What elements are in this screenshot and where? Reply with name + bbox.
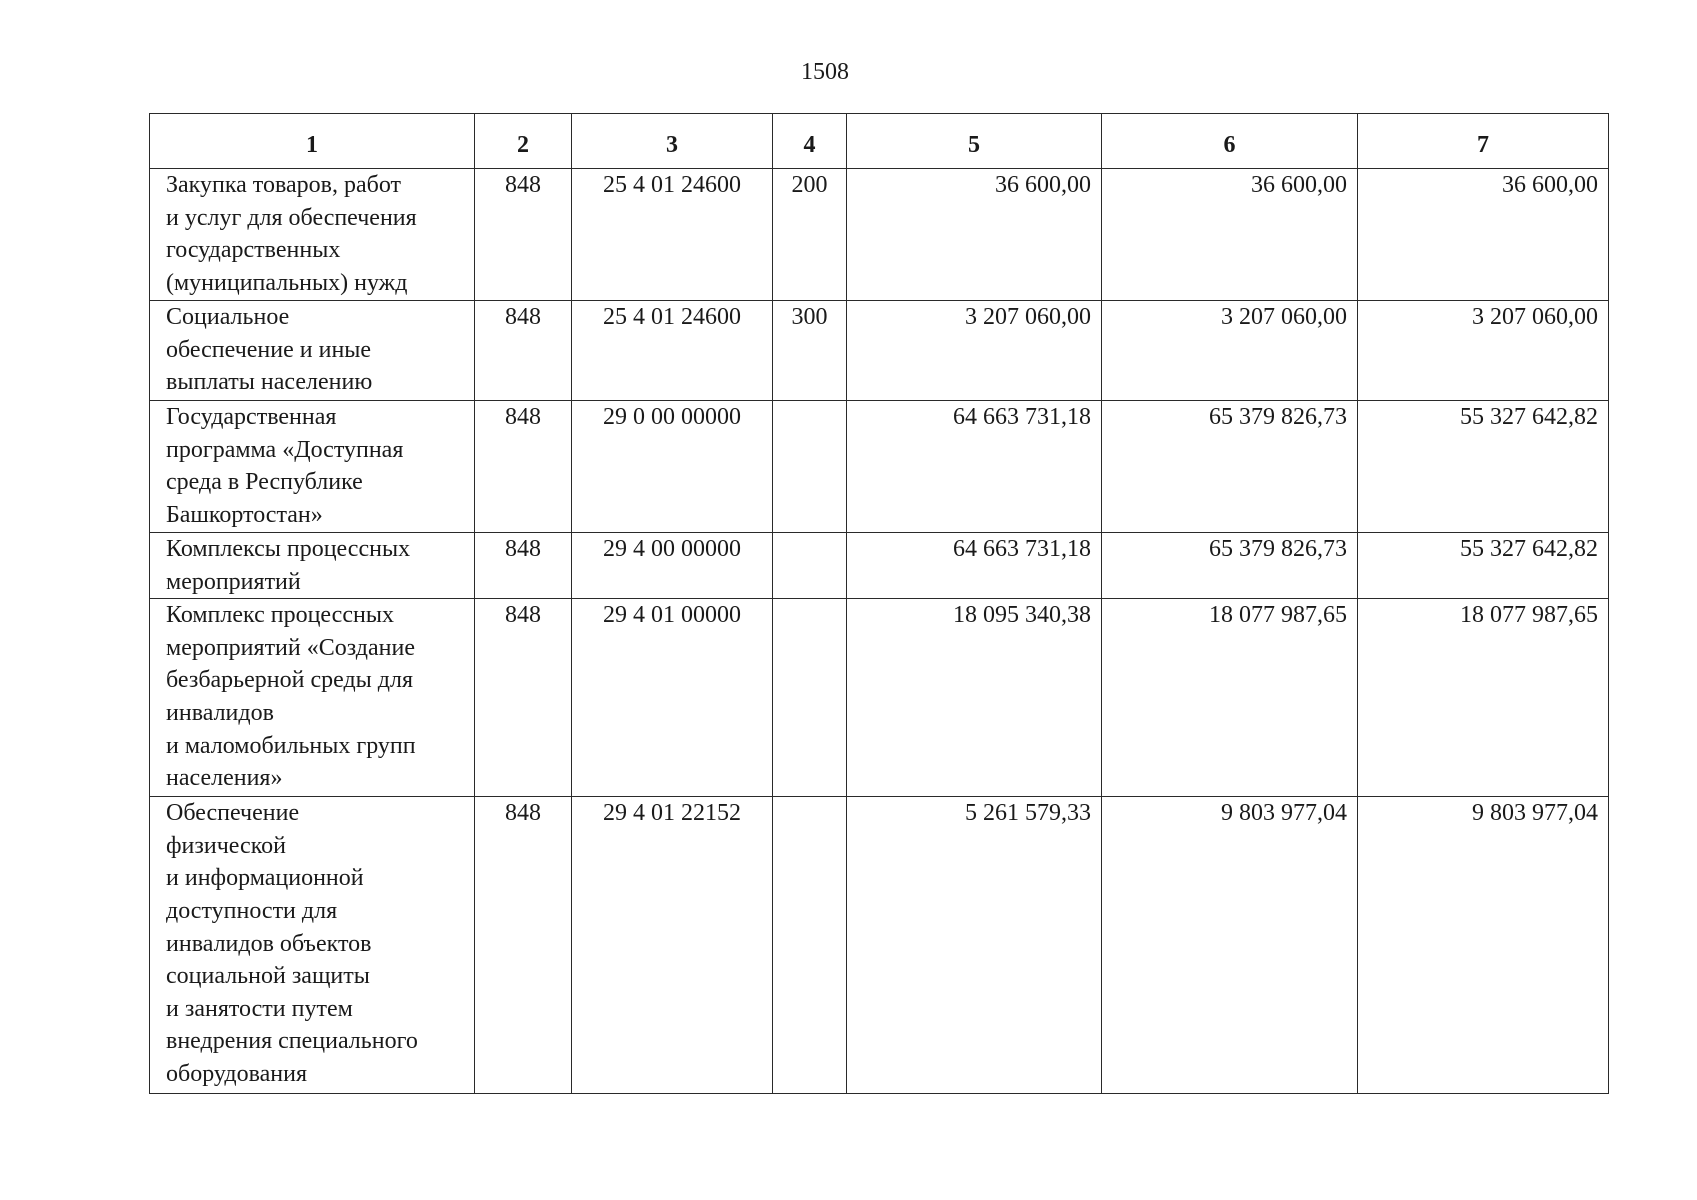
- row-target-code: 25 4 01 24600: [572, 169, 773, 301]
- row-target-code: 29 4 01 22152: [572, 797, 773, 1094]
- row-name-line: Обеспечение: [166, 800, 300, 827]
- row-value-7: 55 327 642,82: [1358, 401, 1609, 533]
- row-name-line: среда в Республике: [166, 469, 363, 496]
- column-header-1: 1: [150, 114, 475, 169]
- row-name-line: физической: [166, 832, 286, 859]
- row-value-7: 3 207 060,00: [1358, 301, 1609, 401]
- row-name-line: и услуг для обеспечения: [166, 204, 417, 231]
- row-type-code: [773, 533, 847, 599]
- row-value-5: 18 095 340,38: [847, 599, 1102, 797]
- row-type-code: [773, 599, 847, 797]
- row-name: [150, 797, 475, 1094]
- row-type-code: 300: [773, 301, 847, 401]
- row-type-code: [773, 797, 847, 1094]
- row-value-7: 36 600,00: [1358, 169, 1609, 301]
- column-header-7: 7: [1358, 114, 1609, 169]
- row-name: [150, 533, 475, 599]
- row-value-6: 3 207 060,00: [1102, 301, 1358, 401]
- row-value-6: 9 803 977,04: [1102, 797, 1358, 1094]
- row-code: 848: [475, 599, 572, 797]
- row-value-6: 65 379 826,73: [1102, 533, 1358, 599]
- row-value-6: 65 379 826,73: [1102, 401, 1358, 533]
- row-name: [150, 599, 475, 797]
- row-value-5: 64 663 731,18: [847, 533, 1102, 599]
- row-value-7: 55 327 642,82: [1358, 533, 1609, 599]
- row-name-line: мероприятий: [166, 568, 301, 595]
- table-row: [150, 169, 1609, 301]
- row-name-line: инвалидов объектов: [166, 930, 372, 957]
- row-type-code: 200: [773, 169, 847, 301]
- row-name: [150, 301, 475, 401]
- row-name-line: Государственная: [166, 404, 337, 430]
- table-row: [150, 797, 1609, 1094]
- row-code: 848: [475, 533, 572, 599]
- column-header-4: 4: [773, 114, 847, 169]
- row-value-5: 3 207 060,00: [847, 301, 1102, 401]
- row-name-line: и занятости путем: [166, 995, 353, 1022]
- row-name-line: и информационной: [166, 865, 364, 892]
- row-value-5: 64 663 731,18: [847, 401, 1102, 533]
- row-name-line: социальной защиты: [166, 963, 370, 990]
- column-header-6: 6: [1102, 114, 1358, 169]
- row-name-line: доступности для: [166, 897, 338, 924]
- table-row: [150, 301, 1609, 401]
- row-name-line: внедрения специального: [166, 1028, 418, 1055]
- row-target-code: 29 4 00 00000: [572, 533, 773, 599]
- row-target-code: 29 4 01 00000: [572, 599, 773, 797]
- row-value-5: 36 600,00: [847, 169, 1102, 301]
- row-target-code: 25 4 01 24600: [572, 301, 773, 401]
- row-code: 848: [475, 169, 572, 301]
- row-name-line: мероприятий «Создание: [166, 634, 415, 661]
- column-header-5: 5: [847, 114, 1102, 169]
- row-code: 848: [475, 301, 572, 401]
- row-name-line: программа «Доступная: [166, 436, 404, 463]
- row-name-line: безбарьерной среды для: [166, 667, 414, 694]
- column-header-3: 3: [572, 114, 773, 169]
- row-name-line: выплаты населению: [166, 369, 373, 396]
- table-row: [150, 533, 1609, 599]
- row-name-line: Закупка товаров, работ: [166, 172, 401, 198]
- row-name-line: обеспечение и иные: [166, 336, 372, 363]
- row-name-line: Комплекс процессных: [166, 602, 394, 629]
- row-value-7: 9 803 977,04: [1358, 797, 1609, 1094]
- row-value-6: 36 600,00: [1102, 169, 1358, 301]
- row-name-line: инвалидов: [166, 699, 274, 726]
- row-name-line: (муниципальных) нужд: [166, 269, 408, 296]
- budget-table: [149, 113, 1609, 1094]
- table-row: [150, 401, 1609, 533]
- row-name-line: населения»: [166, 765, 283, 792]
- header-row: [150, 114, 1609, 169]
- row-value-5: 5 261 579,33: [847, 797, 1102, 1094]
- row-name-line: государственных: [166, 237, 341, 264]
- row-code: 848: [475, 401, 572, 533]
- row-code: 848: [475, 797, 572, 1094]
- column-header-2: 2: [475, 114, 572, 169]
- page-number: 1508: [801, 59, 849, 85]
- row-name-line: Социальное: [166, 304, 290, 330]
- row-target-code: 29 0 00 00000: [572, 401, 773, 533]
- row-name: [150, 401, 475, 533]
- row-value-6: 18 077 987,65: [1102, 599, 1358, 797]
- row-type-code: [773, 401, 847, 533]
- row-name: [150, 169, 475, 301]
- row-name-line: Башкортостан»: [166, 501, 323, 528]
- table-row: [150, 599, 1609, 797]
- row-name-line: и маломобильных групп: [166, 732, 416, 759]
- row-name-line: Комплексы процессных: [166, 536, 411, 562]
- row-name-line: оборудования: [166, 1060, 307, 1087]
- row-value-7: 18 077 987,65: [1358, 599, 1609, 797]
